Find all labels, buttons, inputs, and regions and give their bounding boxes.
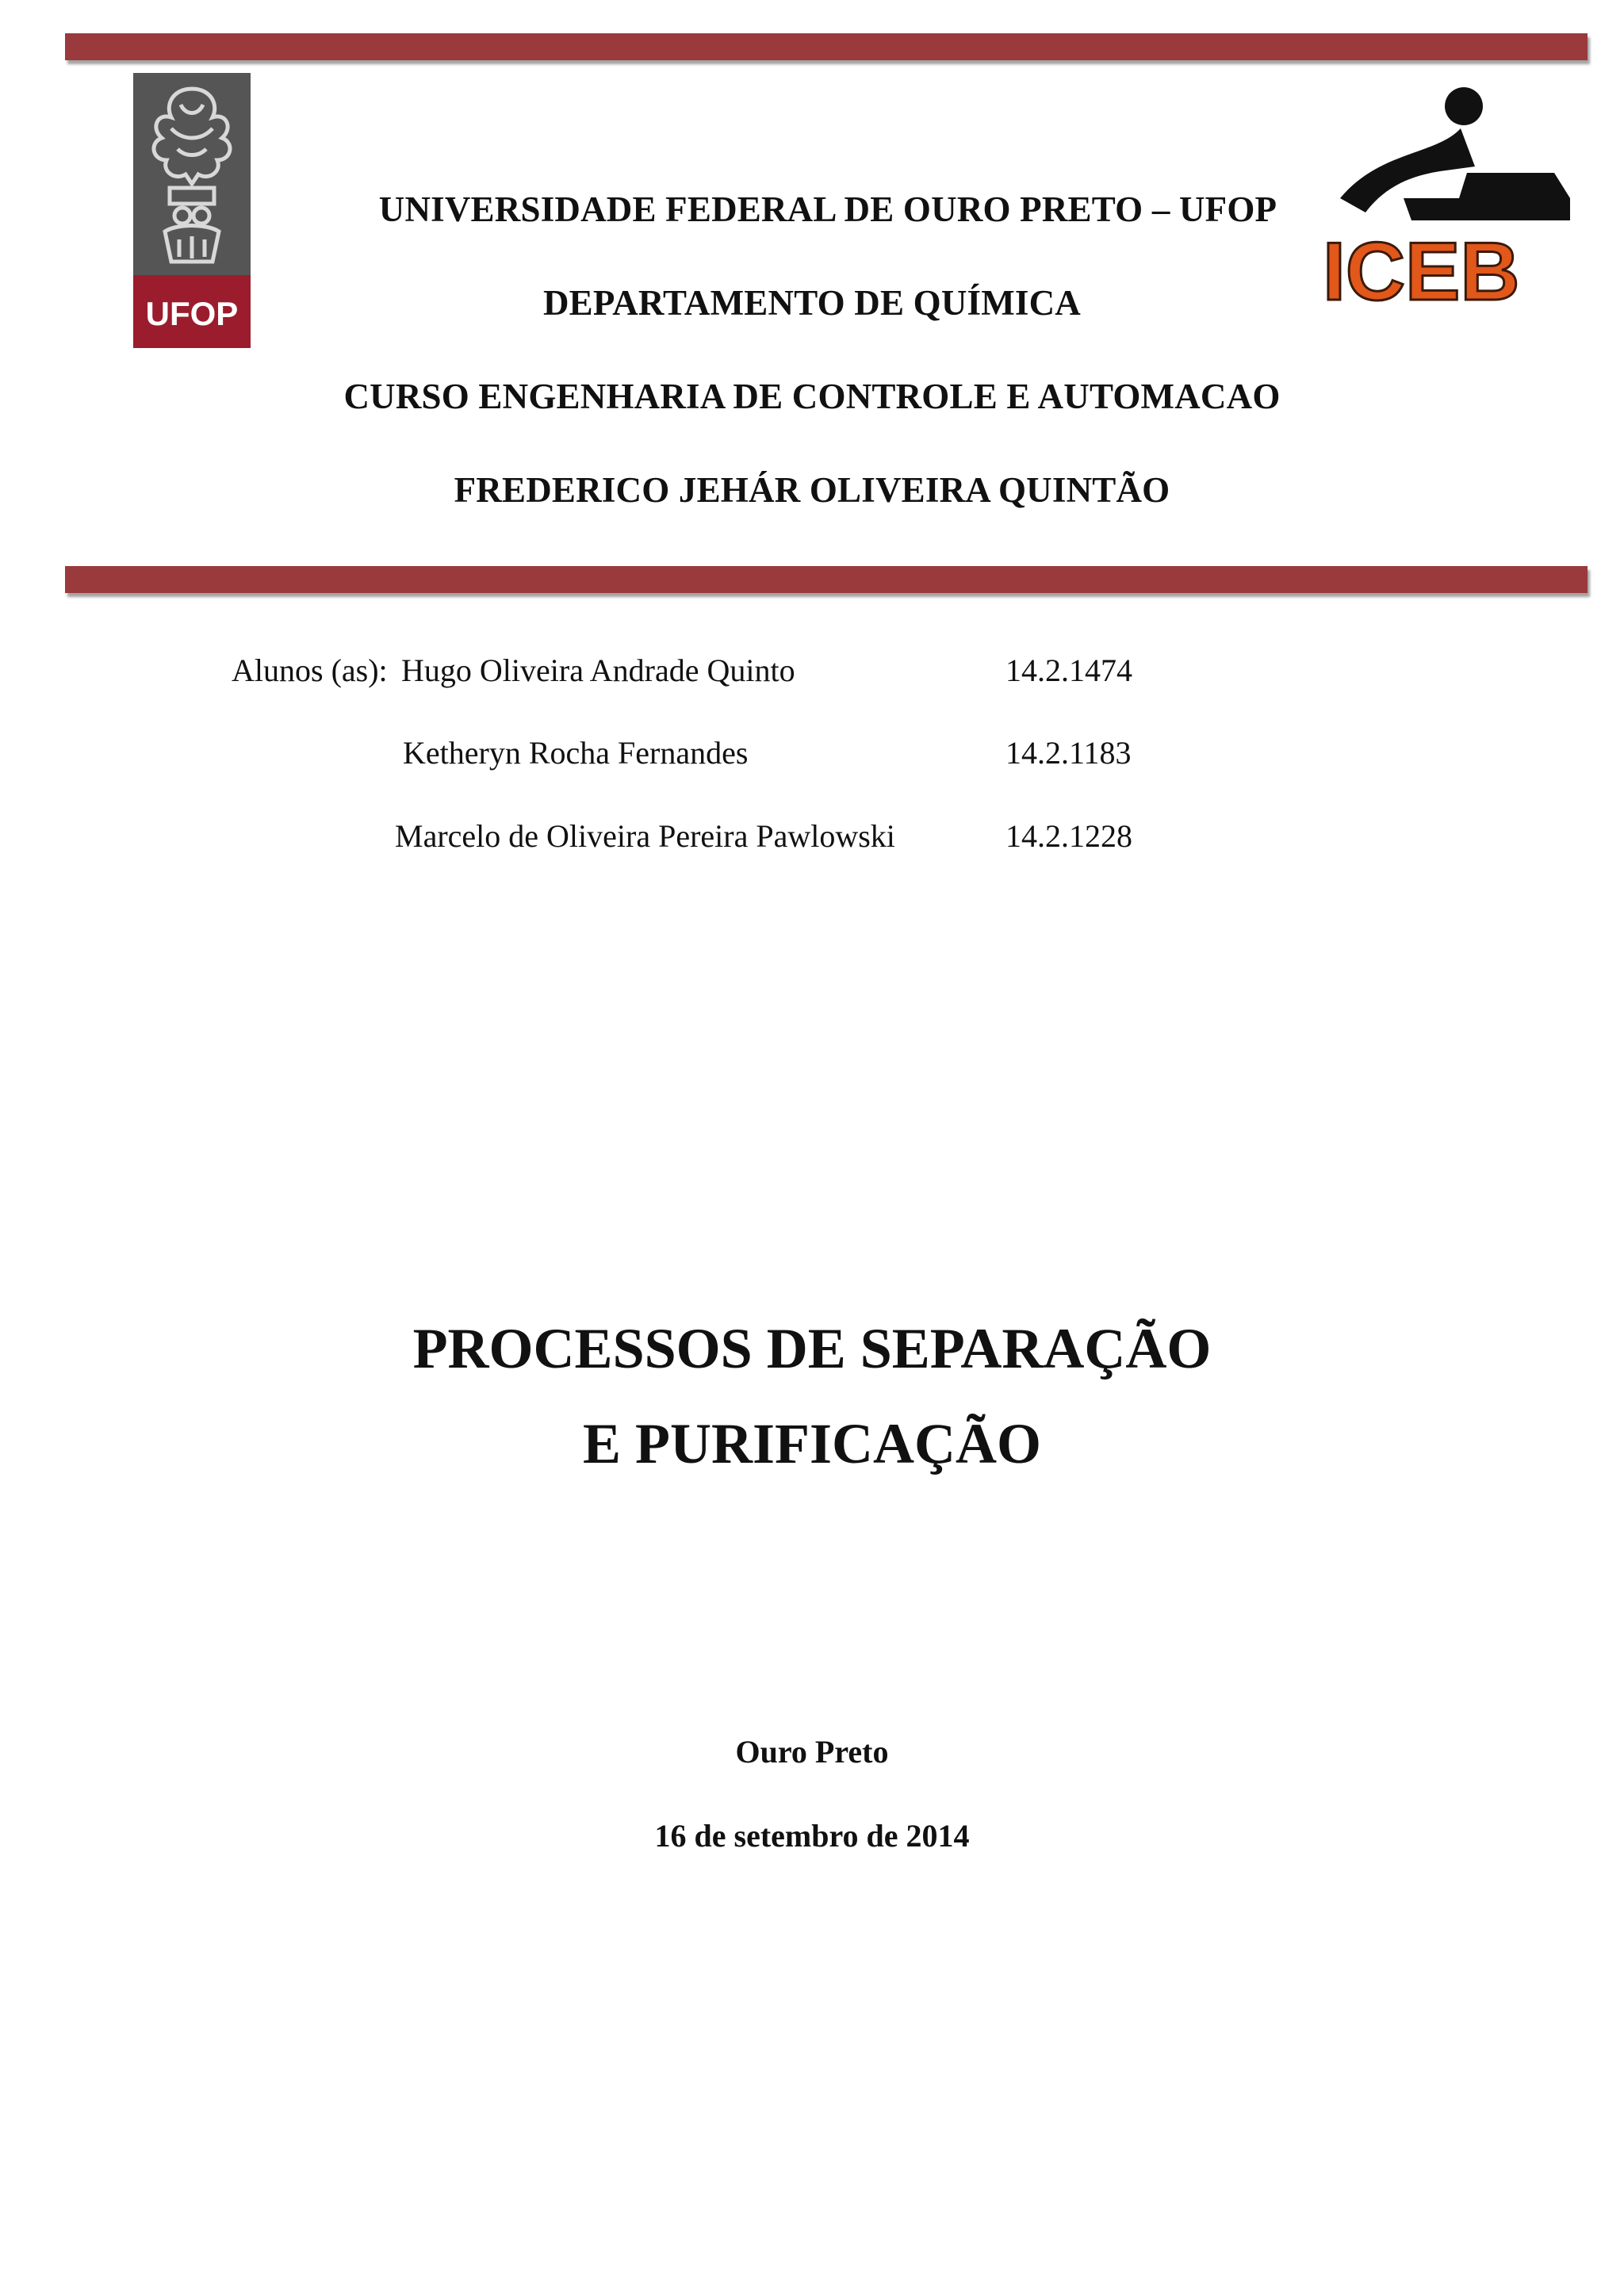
- student-id: 14.2.1228: [1005, 818, 1132, 854]
- document-title-line-2: E PURIFICAÇÃO: [582, 1412, 1041, 1475]
- ufop-logo-text: UFOP: [145, 295, 239, 332]
- department-name: DEPARTAMENTO DE QUÍMICA: [542, 283, 1082, 323]
- bottom-divider: [65, 566, 1588, 593]
- student-name: Ketheryn Rocha Fernandes: [403, 735, 749, 771]
- student-id: 14.2.1183: [1005, 735, 1132, 771]
- student-name: Marcelo de Oliveira Pereira Pawlowski: [395, 818, 895, 854]
- course-name: CURSO ENGENHARIA DE CONTROLE E AUTOMACAO: [343, 377, 1281, 416]
- student-name: Hugo Oliveira Andrade Quinto: [401, 652, 795, 688]
- university-name: UNIVERSIDADE FEDERAL DE OURO PRETO – UFOP: [378, 189, 1277, 229]
- students-label: Alunos (as):: [232, 652, 388, 688]
- date: 16 de setembro de 2014: [654, 1818, 970, 1854]
- top-divider: [65, 33, 1588, 60]
- professor-name: FREDERICO JEHÁR OLIVEIRA QUINTÃO: [454, 470, 1170, 510]
- city: Ouro Preto: [735, 1734, 889, 1770]
- iceb-logo-text: ICEB: [1323, 226, 1520, 317]
- student-id: 14.2.1474: [1005, 652, 1132, 688]
- document-title-line-1: PROCESSOS DE SEPARAÇÃO: [412, 1317, 1212, 1380]
